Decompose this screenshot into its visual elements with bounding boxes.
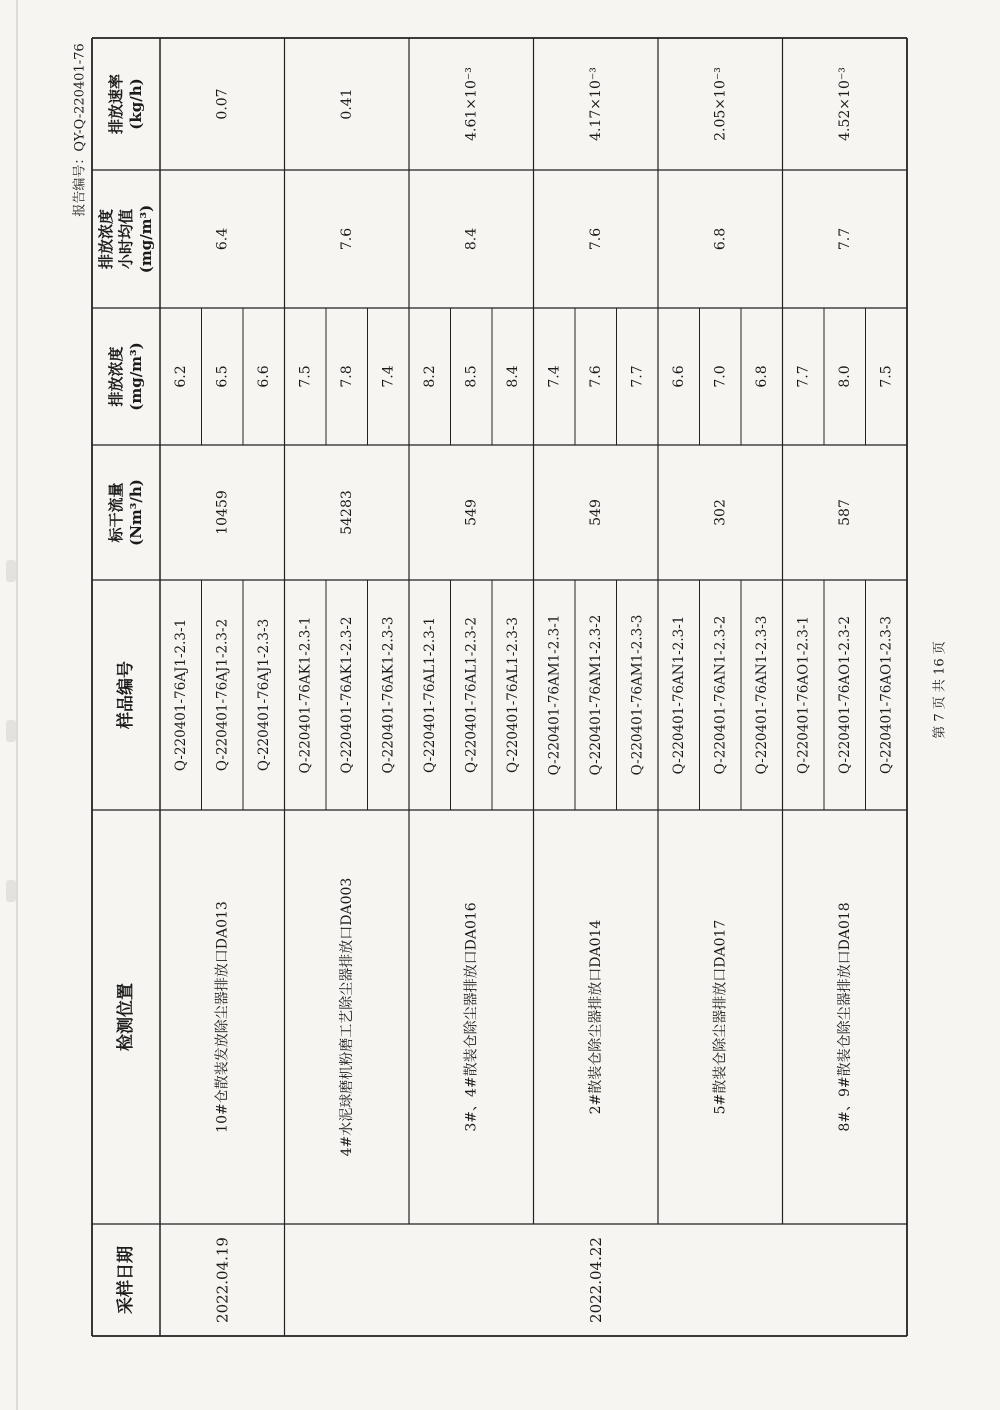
sample-id: Q-220401-76AO1-2.3-3 [878,616,895,774]
sample-id: Q-220401-76AM1-2.3-3 [629,614,646,776]
sample-id: Q-220401-76AO1-2.3-2 [836,616,853,774]
monitoring-location: 4#水泥球磨机粉磨工艺除尘器排放口DA003 [338,877,355,1157]
sample-id: Q-220401-76AL1-2.3-2 [463,617,480,773]
emission-rate: 4.52×10⁻³ [836,67,853,141]
emission-rate: 2.05×10⁻³ [712,67,729,141]
emission-concentration: 6.6 [255,365,272,388]
sample-id: Q-220401-76AJ1-2.3-2 [214,618,231,772]
emission-rate: 0.07 [214,88,231,120]
header-concentration: (mg/m³) [127,342,145,411]
standard-dry-flow: 549 [463,499,480,526]
emission-concentration: 8.2 [421,365,438,388]
standard-dry-flow: 549 [587,499,604,526]
standard-dry-flow: 10459 [214,490,231,535]
emission-concentration: 6.6 [670,365,687,388]
header-concentration: 排放浓度 [107,346,125,407]
header-hourly-average: 排放浓度 [97,208,115,270]
emission-rate: 4.17×10⁻³ [587,67,604,141]
header-flow: (Nm³/h) [127,479,145,546]
emission-rate: 4.61×10⁻³ [463,67,480,141]
emission-concentration: 6.8 [753,365,770,388]
standard-dry-flow: 54283 [338,490,355,535]
emission-concentration: 7.4 [546,365,563,388]
standard-dry-flow: 302 [712,499,729,526]
monitoring-location: 5#散装仓除尘器排放口DA017 [712,919,729,1115]
emission-concentration: 7.0 [712,365,729,388]
header-hourly-average: 小时均值 [117,208,135,270]
emission-concentration: 7.5 [297,365,314,388]
sampling-date: 2022.04.22 [586,1237,605,1323]
header-hourly-average: (mg/m³) [137,204,155,274]
sample-id: Q-220401-76AK1-2.3-1 [297,616,314,774]
hourly-average-concentration: 6.4 [214,227,231,251]
emission-concentration: 7.7 [795,365,812,388]
emission-concentration: 7.5 [878,365,895,388]
sample-id: Q-220401-76AL1-2.3-1 [421,617,438,773]
hourly-average-concentration: 7.6 [587,227,604,251]
emission-concentration: 8.0 [836,365,853,388]
hourly-average-concentration: 7.6 [338,227,355,251]
hourly-average-concentration: 7.7 [836,227,853,251]
header-sample-id: 样品编号 [116,661,136,729]
sample-id: Q-220401-76AK1-2.3-3 [380,616,397,774]
emission-concentration: 7.8 [338,365,355,388]
sample-id: Q-220401-76AM1-2.3-1 [546,614,563,776]
sampling-date: 2022.04.19 [213,1237,232,1323]
page-footer: 第 7 页 共 16 页 [932,641,948,739]
emission-concentration: 6.2 [172,365,189,388]
sample-id: Q-220401-76AN1-2.3-3 [753,615,770,775]
header-flow: 标干流量 [107,482,125,543]
emission-concentration: 8.4 [504,365,521,388]
sample-id: Q-220401-76AO1-2.3-1 [795,616,812,774]
sample-id: Q-220401-76AM1-2.3-2 [587,614,604,776]
sample-id: Q-220401-76AK1-2.3-2 [338,616,355,774]
sample-id: Q-220401-76AL1-2.3-3 [504,617,521,773]
hourly-average-concentration: 8.4 [463,227,480,251]
header-emission-rate: (kg/h) [127,78,145,130]
emission-concentration: 7.7 [629,365,646,388]
sample-id: Q-220401-76AN1-2.3-2 [712,615,729,775]
monitoring-location: 2#散装仓除尘器排放口DA014 [587,919,604,1115]
sample-id: Q-220401-76AN1-2.3-1 [670,615,687,775]
emission-concentration: 6.5 [214,365,231,388]
emission-concentration: 7.4 [380,365,397,388]
sample-id: Q-220401-76AJ1-2.3-3 [255,618,272,772]
hourly-average-concentration: 6.8 [712,227,729,251]
sample-id: Q-220401-76AJ1-2.3-1 [172,618,189,772]
standard-dry-flow: 587 [836,499,853,526]
emission-concentration: 7.6 [587,365,604,388]
emission-rate: 0.41 [338,88,355,120]
header-date: 采样日期 [116,1246,136,1314]
monitoring-location: 8#、9#散装仓除尘器排放口DA018 [836,902,853,1132]
monitoring-location: 10#仓散装发放除尘器排放口DA013 [214,901,231,1133]
header-emission-rate: 排放速率 [107,73,125,135]
monitoring-location: 3#、4#散装仓除尘器排放口DA016 [463,902,480,1132]
emission-concentration: 8.5 [463,365,480,388]
report-number: 报告编号：QY-Q-220401-76 [72,43,88,217]
header-location: 检测位置 [116,983,136,1051]
